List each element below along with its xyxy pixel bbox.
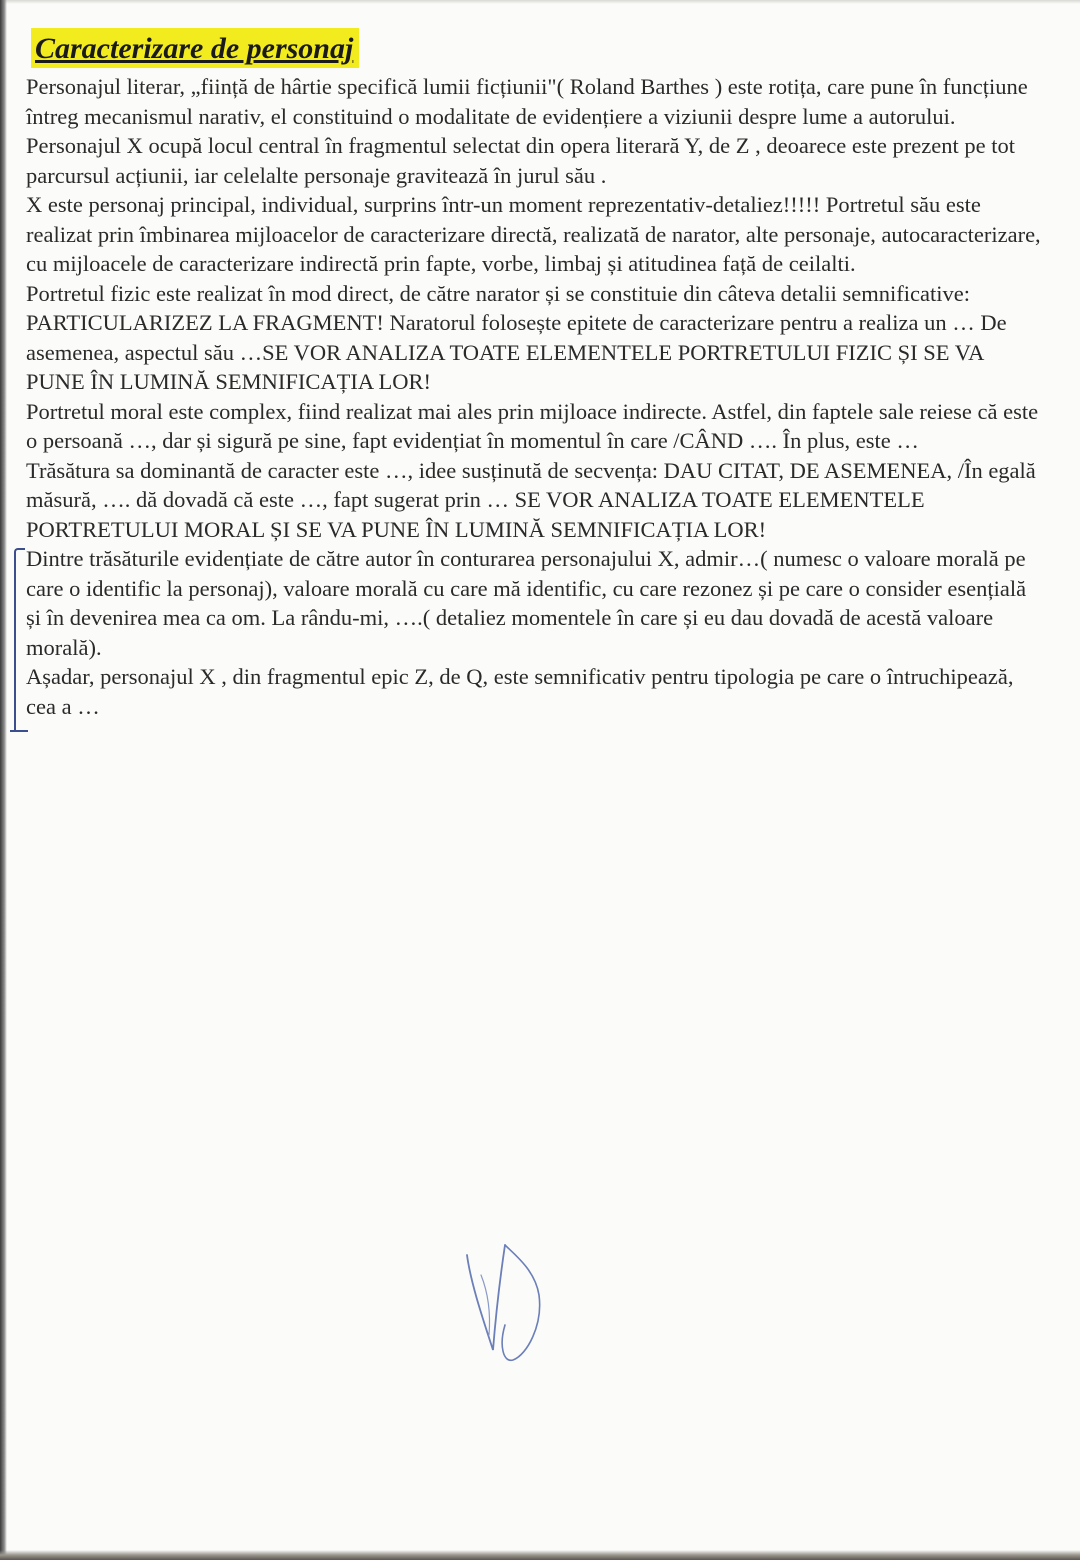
handwritten-signature xyxy=(455,1215,555,1375)
document-title: Caracterizare de personaj xyxy=(31,28,359,68)
paper-bottom-edge xyxy=(0,1550,1080,1560)
pen-bracket-mark xyxy=(14,548,25,732)
paper-left-edge xyxy=(0,0,7,1560)
paragraph-physical-portrait: Portretul fizic este realizat în mod direct, de către narator și se constituie din câteva detalii semnificative: PARTICULARIZEZ LA FRAGMENT! Naratorul folosește epitete de caracterizare pentru a realiza un … De asemenea, aspectul său …SE VOR ANALIZA TOATE ELEMENTELE PORTRETULUI FIZIC ȘI SE VA PUNE ÎN LUMINĂ SEMNIFICAȚIA LOR! xyxy=(26,280,1007,394)
document-body xyxy=(26,28,1046,721)
paper-top-edge xyxy=(0,0,1080,4)
bracketed-section xyxy=(26,544,1046,721)
paragraph-dominant-trait: Trăsătura sa dominantă de caracter este …, idee susținută de secvența: DAU CITAT, DE ASEMENEA, /În egală măsură, …. dă dovadă că este …, fapt sugerat prin … SE VOR ANALIZA TOATE ELEMENTELE PORTRETULUI MORAL ȘI SE VA PUNE ÎN LUMINĂ SEMNIFICAȚIA LOR! xyxy=(26,457,1036,542)
paragraph-personal-value: Dintre trăsăturile evidențiate de către autor în conturarea personajului X, admir…( numesc o valoare morală pe care o identific la personaj), valoare morală cu care mă identific, cu care rezonez și pe care o consider esențială și în devenirea mea ca om. La rându-mi, ….( detaliez momentele în care și eu dau dovadă de acestă valoare morală). xyxy=(26,546,1027,660)
title-container xyxy=(31,28,1046,68)
paragraph-conclusion: Așadar, personajul X , din fragmentul epic Z, de Q, este semnificativ pentru tipologia pe care o întruchipează, cea a … xyxy=(26,664,1014,719)
paragraph-central-role: Personajul X ocupă locul central în fragmentul selectat din opera literară Y, de Z , deoarece este prezent pe tot parcursul acțiunii, iar celelalte personaje gravitează în jurul său . xyxy=(26,133,1015,188)
paragraph-portrait-methods: X este personaj principal, individual, surprins într-un moment reprezentativ-detaliez!!!!! Portretul său este realizat prin îmbinarea mijloacelor de caracterizare directă, realizată de narator, alte personaje, autocaracterizare, cu mijloacele de caracterizare indirectă prin fapte, vorbe, limbaj și atitudinea față de ceilalti. xyxy=(26,192,1041,276)
paragraph-intro: Personajul literar, „ființă de hârtie specifică lumii ficțiunii"( Roland Barthes ) este rotița, care pune în funcțiune întreg mecanismul narativ, el constituind o modalitate de evidențiere a viziunii despre lume a autorului. xyxy=(26,74,1028,129)
pen-bracket-foot xyxy=(10,730,28,732)
paragraph-moral-portrait: Portretul moral este complex, fiind realizat mai ales prin mijloace indirecte. Astfel, din faptele sale reiese că este o persoană …, dar și sigură pe sine, fapt evidențiat în momentul în care /CÂND …. În plus, este … xyxy=(26,398,1039,453)
